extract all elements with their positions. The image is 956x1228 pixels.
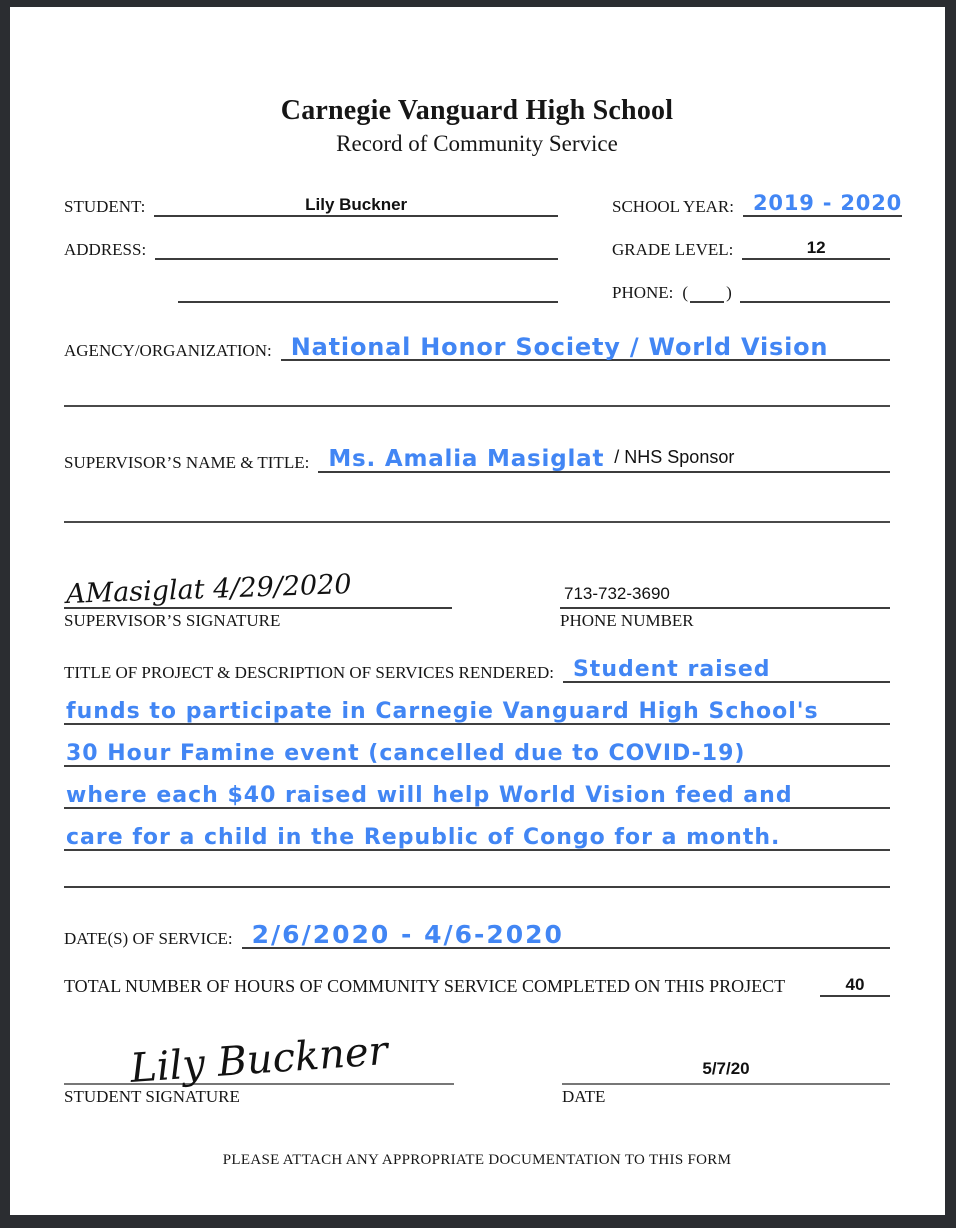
student-signature-row [64, 1011, 890, 1107]
student-signature-field [64, 1011, 454, 1107]
student-field [64, 191, 558, 217]
form-subtitle: Record of Community Service [336, 131, 618, 156]
student-signature-line [64, 1011, 454, 1092]
project-description-field [64, 657, 890, 683]
dates-of-service-field [64, 919, 890, 949]
supervisor-name-line [318, 447, 890, 473]
phone-number-label: PHONE NUMBER [560, 611, 694, 630]
total-hours-value: 40 [845, 975, 865, 995]
form-page [10, 7, 945, 1215]
school-year-value: 2019 - 2020 [753, 191, 903, 215]
student-label: STUDENT: [64, 197, 146, 217]
address-line [155, 234, 558, 260]
description-text-2: 30 Hour Famine event (cancelled due to COVID-19) [66, 740, 746, 766]
date-line [562, 1011, 890, 1085]
grade-level-line [742, 234, 890, 260]
project-description-label: TITLE OF PROJECT & DESCRIPTION OF SERVICES RENDERED: [64, 663, 554, 682]
student-signature-value: Lily Buckner [128, 1027, 390, 1092]
description-line-2 [64, 725, 890, 767]
supervisor-signature-line [64, 563, 452, 609]
address-line-2 [178, 277, 558, 303]
supervisor-name-label: SUPERVISOR’S NAME & TITLE: [64, 453, 310, 473]
description-text-1: funds to participate in Carnegie Vanguard High School's [66, 698, 819, 724]
total-hours-field [64, 971, 890, 997]
address-label: ADDRESS: [64, 240, 147, 260]
divider-rule-1 [64, 405, 890, 407]
form-title: Carnegie Vanguard High School [280, 95, 674, 126]
supervisor-signature-row [64, 563, 890, 631]
total-hours-label: TOTAL NUMBER OF HOURS OF COMMUNITY SERVICE COMPLETED ON THIS PROJECT [64, 975, 786, 996]
row-address-grade [64, 234, 890, 260]
dates-of-service-line [242, 919, 890, 949]
project-description-section [64, 657, 890, 888]
date-value: 5/7/20 [702, 1059, 750, 1079]
phone-paren-close: ) [726, 283, 732, 302]
description-line-4 [64, 809, 890, 851]
description-text-4: care for a child in the Republic of Congo for a month. [66, 824, 781, 850]
row-address2-phone [64, 277, 890, 303]
grade-level-value: 12 [806, 238, 826, 258]
grade-level-label: GRADE LEVEL: [612, 240, 734, 260]
address-field-2 [64, 277, 558, 303]
divider-rule-2 [64, 521, 890, 523]
school-year-label: SCHOOL YEAR: [612, 197, 734, 217]
phone-number-field [560, 563, 890, 631]
agency-line [281, 335, 890, 361]
agency-field [64, 335, 890, 361]
phone-number-line [560, 563, 890, 609]
student-value: Lily Buckner [305, 195, 408, 215]
phone-paren-open: ( [682, 283, 689, 302]
supervisor-signature-label: SUPERVISOR’S SIGNATURE [64, 611, 281, 630]
grade-level-field [612, 234, 890, 260]
description-line-1 [64, 683, 890, 725]
supervisor-title-typed: / NHS Sponsor [614, 447, 735, 468]
description-text-3: where each $40 raised will help World Vision feed and [66, 782, 793, 808]
description-line-3 [64, 767, 890, 809]
school-year-line [743, 191, 902, 217]
footer-note: PLEASE ATTACH ANY APPROPRIATE DOCUMENTATION TO THIS FORM [222, 1152, 732, 1169]
student-signature-label: STUDENT SIGNATURE [64, 1086, 240, 1106]
row-student-schoolyear [64, 191, 903, 217]
supervisor-signature-field [64, 563, 452, 631]
supervisor-name-field [64, 447, 890, 473]
phone-line [740, 277, 890, 303]
description-line-5 [64, 851, 890, 888]
agency-label: AGENCY/ORGANIZATION: [64, 341, 272, 361]
school-year-field [612, 191, 903, 217]
supervisor-name-handwritten: Ms. Amalia Masiglat [328, 446, 605, 472]
date-label: DATE [562, 1086, 606, 1106]
description-text-0: Student raised [572, 656, 771, 682]
phone-label: PHONE: [612, 283, 674, 303]
date-field [562, 1011, 890, 1107]
address-field [64, 234, 558, 260]
student-line [154, 191, 558, 217]
agency-value: National Honor Society / World Vision [290, 333, 829, 361]
supervisor-signature-value: AMasiglat 4/29/2020 [65, 568, 353, 610]
total-hours-line [820, 971, 890, 997]
top-fields-section [64, 191, 903, 303]
dates-of-service-value: 2/6/2020 - 4/6-2020 [251, 919, 564, 949]
phone-number-value: 713-732-3690 [564, 583, 670, 603]
description-line-0 [563, 657, 890, 683]
phone-field [612, 277, 890, 303]
phone-area-code-line [690, 301, 724, 303]
dates-of-service-label: DATE(S) OF SERVICE: [64, 929, 233, 948]
